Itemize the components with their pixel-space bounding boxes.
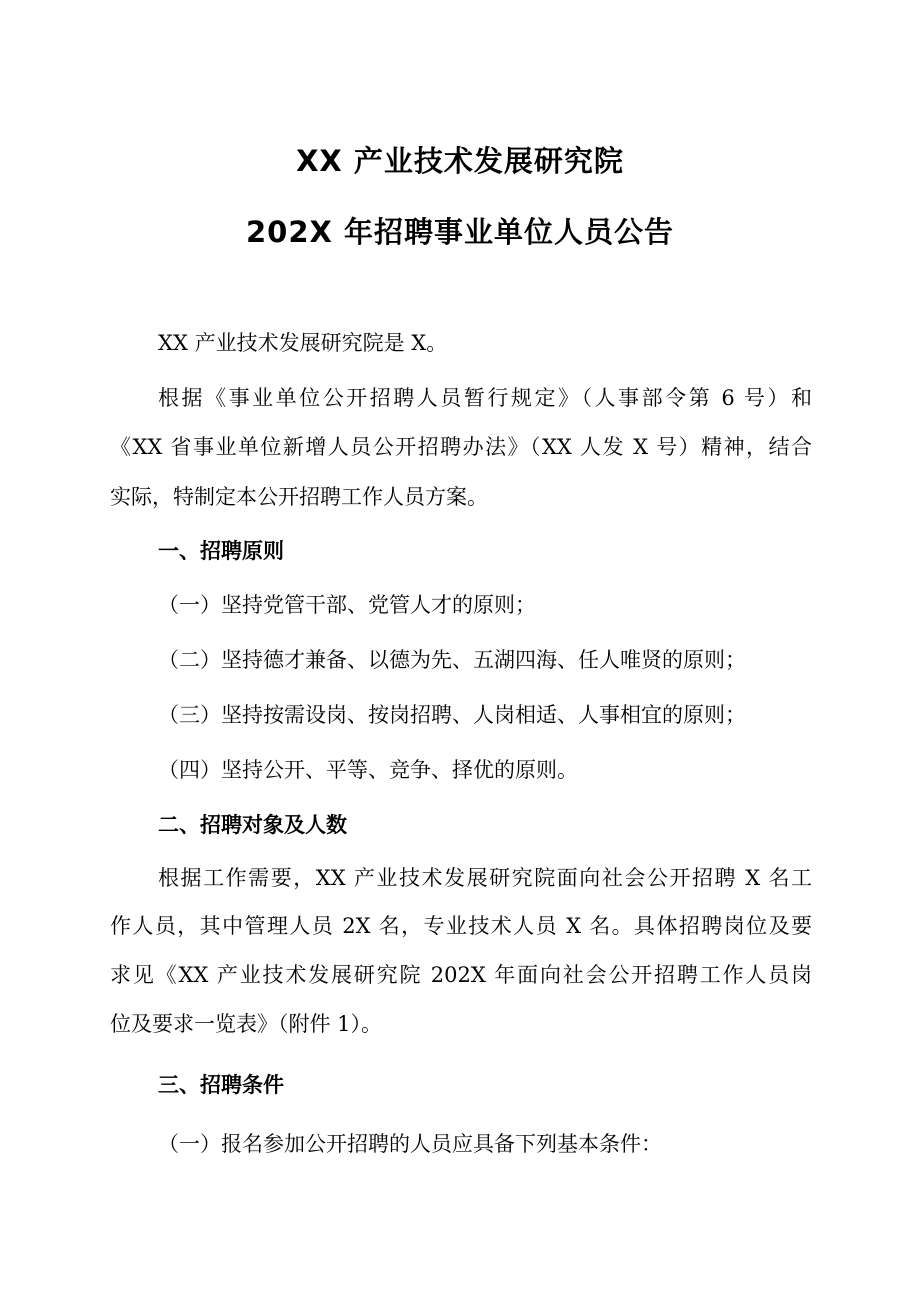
section2-paragraph-line4: 位及要求一览表》（附件 1）。 [110,1012,383,1036]
section1-item: （一）坚持党管干部、党管人才的原则； [158,593,536,617]
document-title-line1: XX 产业技术发展研究院 [296,144,624,178]
basis-paragraph-line3: 实际，特制定本公开招聘工作人员方案。 [110,485,488,509]
section3-item: （一）报名参加公开招聘的人员应具备下列基本条件： [158,1132,662,1156]
section1-item: （二）坚持德才兼备、以德为先、五湖四海、任人唯贤的原则； [158,648,746,672]
section2-paragraph-line3: 求见《XX 产业技术发展研究院 202X 年面向社会公开招聘工作人员岗 [110,963,812,987]
basis-paragraph-line2: 《XX 省事业单位新增人员公开招聘办法》（XX 人发 X 号）精神，结合 [110,435,812,459]
section1-item: （三）坚持按需设岗、按岗招聘、人岗相适、人事相宜的原则； [158,703,746,727]
document-title-line2: 202X 年招聘事业单位人员公告 [246,215,674,249]
section2-heading: 二、招聘对象及人数 [158,813,347,837]
intro-paragraph: XX 产业技术发展研究院是 X。 [158,331,448,355]
section1-item: （四）坚持公开、平等、竞争、择优的原则。 [158,758,578,782]
section1-heading: 一、招聘原则 [158,539,284,563]
basis-paragraph-line1: 根据《事业单位公开招聘人员暂行规定》（人事部令第 6 号）和 [158,386,812,410]
section2-paragraph-line1: 根据工作需要，XX 产业技术发展研究院面向社会公开招聘 X 名工 [158,866,812,890]
section3-heading: 三、招聘条件 [158,1073,284,1097]
section2-paragraph-line2: 作人员，其中管理人员 2X 名，专业技术人员 X 名。具体招聘岗位及要 [110,914,812,938]
